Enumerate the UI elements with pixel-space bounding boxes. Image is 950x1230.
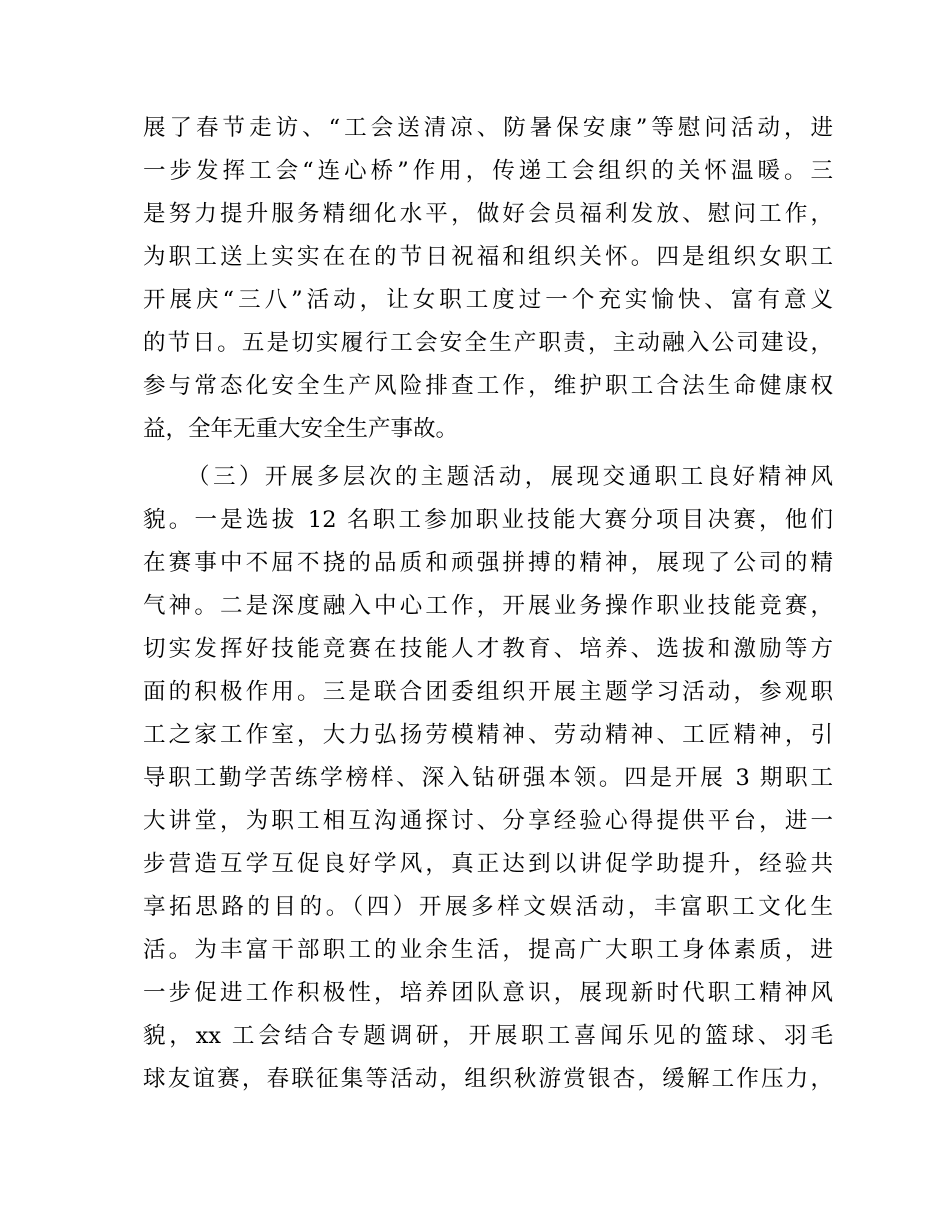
body-text-line: 球友谊赛，春联征集等活动，组织秋游赏银杏，缓解工作压力， xyxy=(143,1066,833,1092)
body-text-line: 面的积极作用。三是联合团委组织开展主题学习活动，参观职 xyxy=(143,679,833,705)
body-text-line: 活。为丰富干部职工的业余生活，提高广大职工身体素质，进 xyxy=(143,937,833,963)
body-text-line: 的节日。五是切实履行工会安全生产职责，主动融入公司建设， xyxy=(143,330,833,356)
body-text-line: 享拓思路的目的。（四）开展多样文娱活动，丰富职工文化生 xyxy=(143,894,833,920)
body-text-line: 切实发挥好技能竞赛在技能人才教育、培养、选拔和激励等方 xyxy=(143,636,833,662)
body-text-line: 在赛事中不屈不挠的品质和顽强拼搏的精神，展现了公司的精 xyxy=(143,550,833,576)
body-text-line: 导职工勤学苦练学榜样、深入钻研强本领。四是开展 3 期职工 xyxy=(143,765,833,791)
body-text-line: 貌，xx 工会结合专题调研，开展职工喜闻乐见的篮球、羽毛 xyxy=(143,1023,833,1049)
section-heading-line: （三）开展多层次的主题活动，展现交通职工良好精神风 xyxy=(187,464,833,490)
body-text-line: 为职工送上实实在在的节日祝福和组织关怀。四是组织女职工 xyxy=(143,244,833,270)
body-text-line: 气神。二是深度融入中心工作，开展业务操作职业技能竞赛， xyxy=(143,593,833,619)
body-text-line: 大讲堂，为职工相互沟通探讨、分享经验心得提供平台，进一 xyxy=(143,808,833,834)
body-text-line: 一步发挥工会“连心桥”作用，传递工会组织的关怀温暖。三 xyxy=(143,158,833,184)
body-text-line: 参与常态化安全生产风险排查工作，维护职工合法生命健康权 xyxy=(143,373,833,399)
body-text-line: 步营造互学互促良好学风，真正达到以讲促学助提升，经验共 xyxy=(143,851,833,877)
body-text-line: 展了春节走访、“工会送清凉、防暑保安康”等慰问活动，进 xyxy=(143,115,833,141)
body-text-line: 益，全年无重大安全生产事故。 xyxy=(143,416,459,442)
body-text-line: 工之家工作室，大力弘扬劳模精神、劳动精神、工匠精神，引 xyxy=(143,722,833,748)
body-text-line: 是努力提升服务精细化水平，做好会员福利发放、慰问工作， xyxy=(143,201,833,227)
body-text-line: 貌。一是选拔 12 名职工参加职业技能大赛分项目决赛，他们 xyxy=(143,507,833,533)
body-text-line: 一步促进工作积极性，培养团队意识，展现新时代职工精神风 xyxy=(143,980,833,1006)
body-text-line: 开展庆“三八”活动，让女职工度过一个充实愉快、富有意义 xyxy=(143,287,833,313)
